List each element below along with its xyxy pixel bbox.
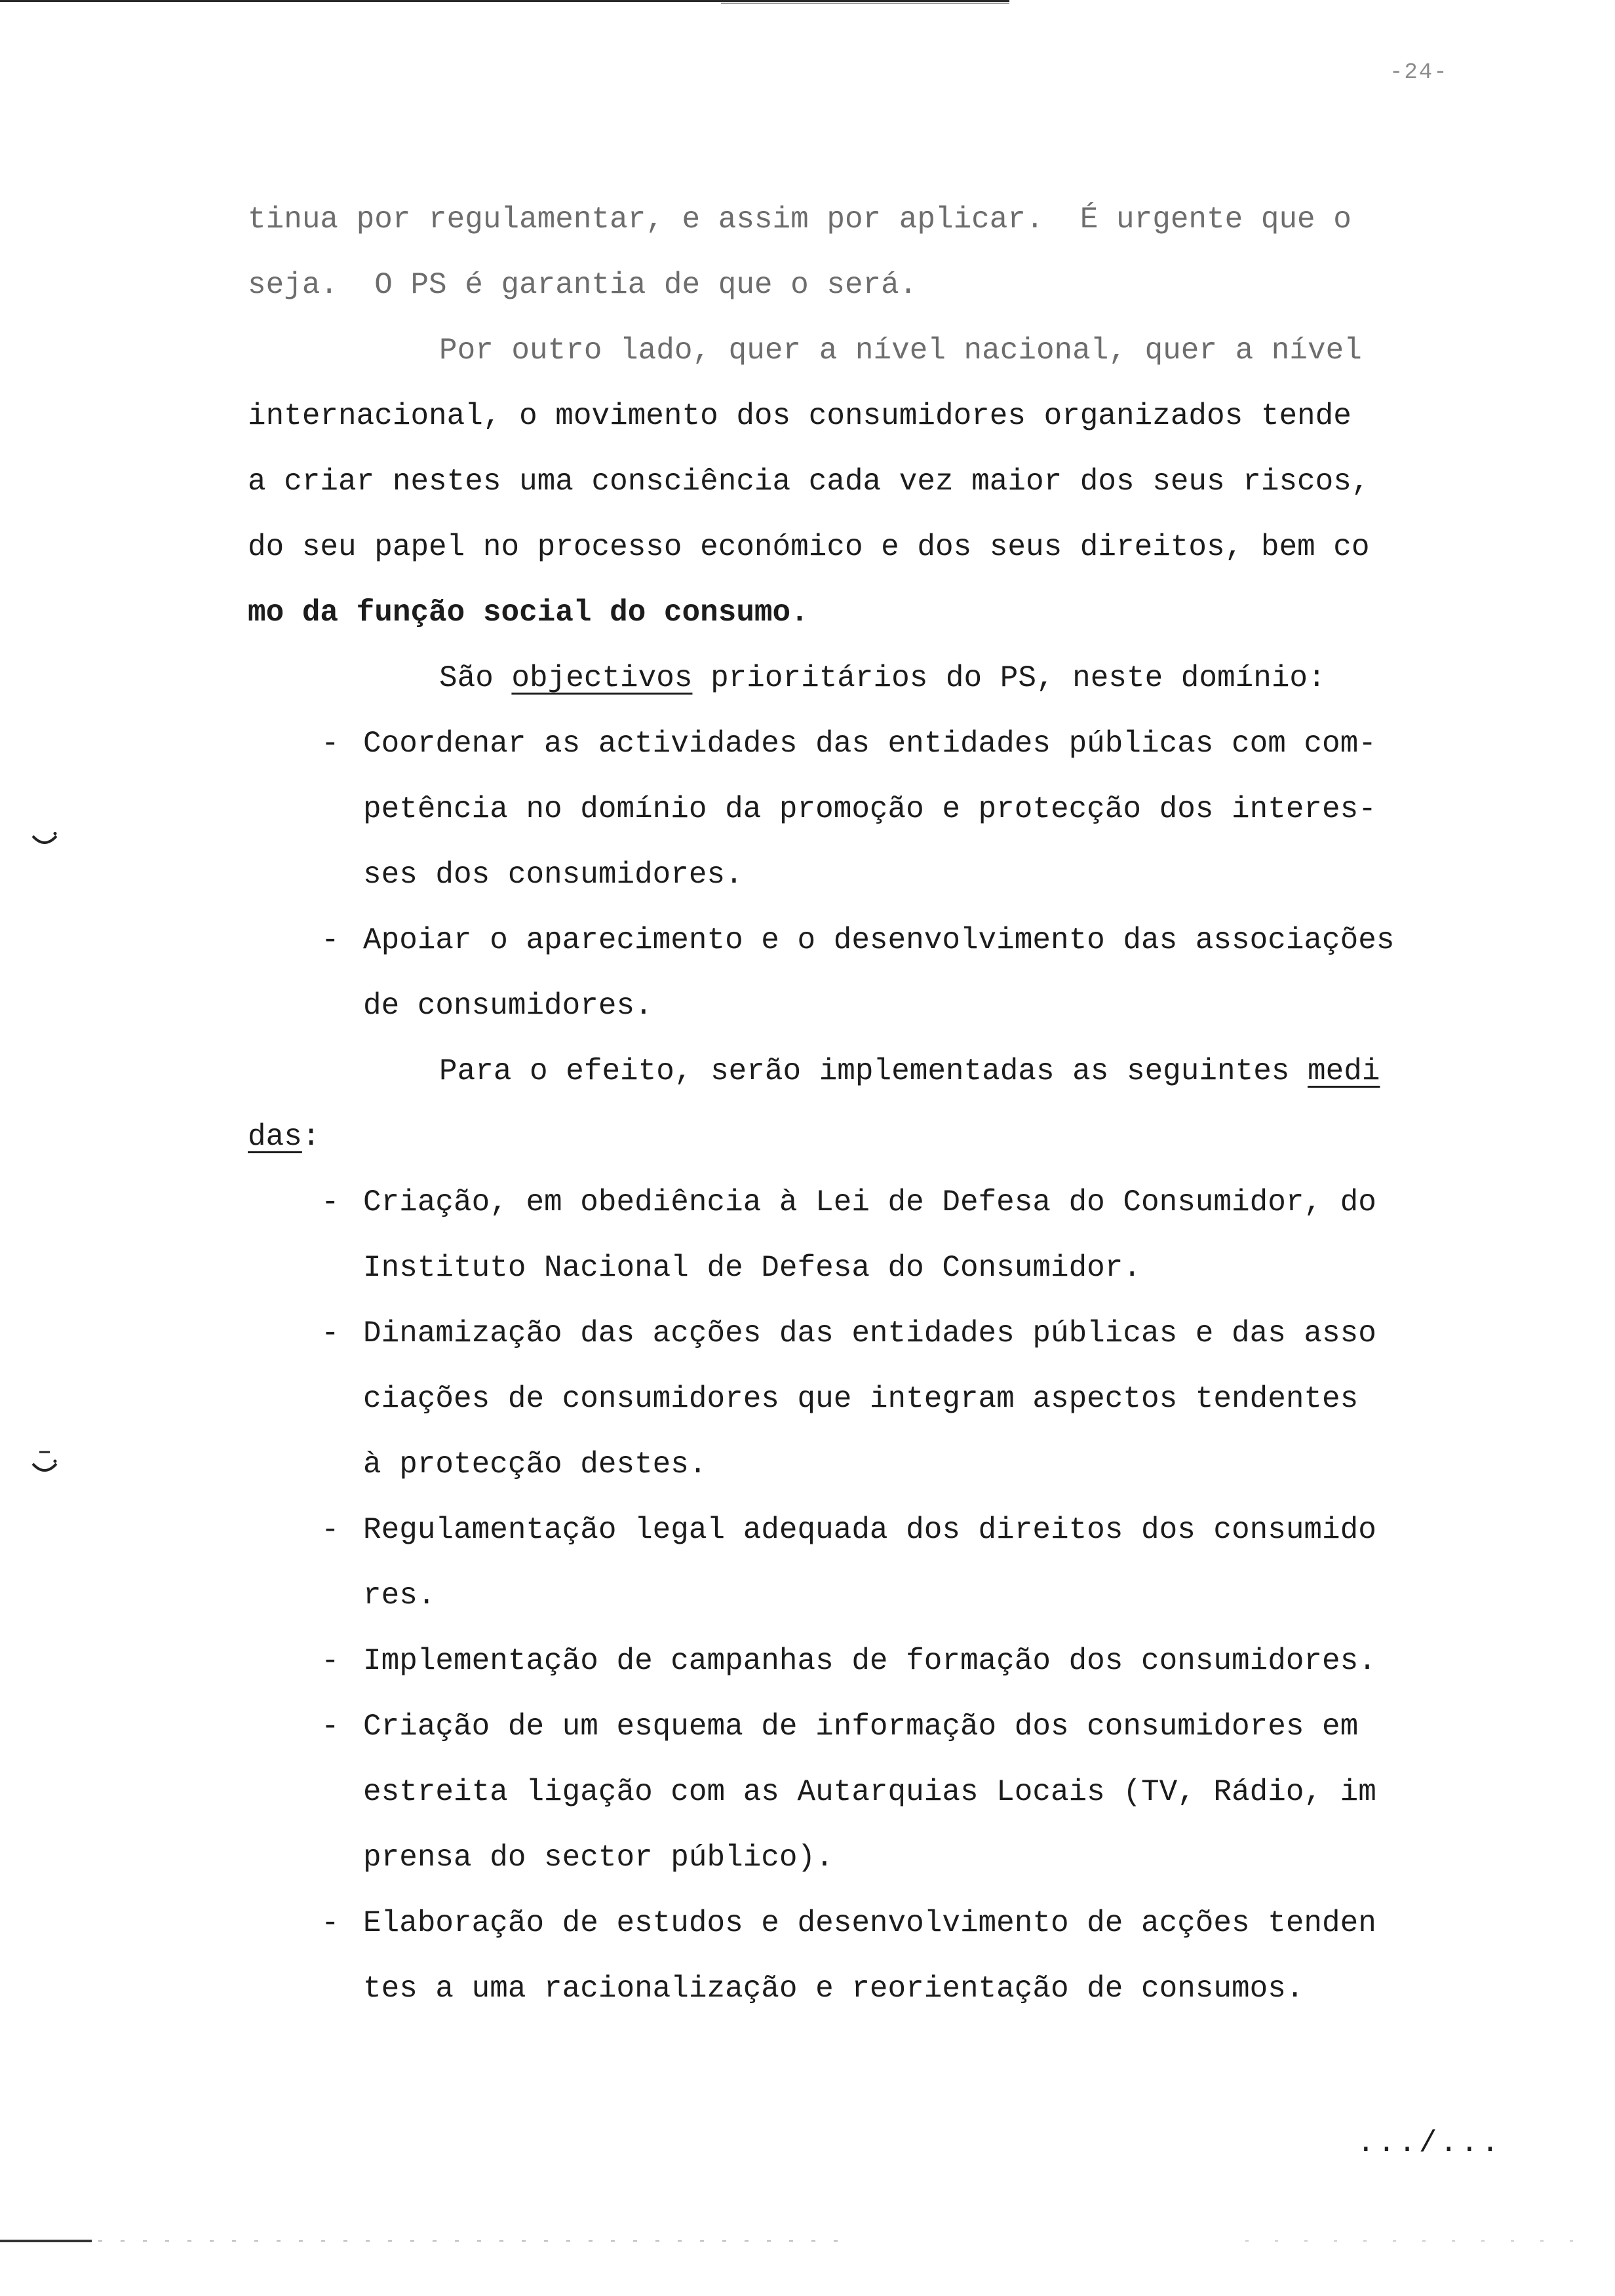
top-border-line: [0, 0, 1009, 2]
measure-2-line-2: ciações de consumidores que integram aspectos tendentes: [363, 1382, 1359, 1416]
objective-2-bullet: -: [321, 923, 340, 957]
measure-4-bullet: -: [321, 1644, 340, 1678]
page-number: -24-: [1390, 60, 1449, 85]
measure-1-line-1: Criação, em obediência à Lei de Defesa do Consumidor, do: [363, 1185, 1376, 1219]
measure-2-line-1: Dinamização das acções das entidades públicas e das asso: [363, 1316, 1376, 1350]
bottom-scan-noise: [0, 2238, 1615, 2244]
continuation-marker: .../...: [1357, 2126, 1502, 2160]
paragraph-1-line-1: tinua por regulamentar, e assim por aplicar. É urgente que o: [248, 202, 1352, 237]
objective-1-bullet: -: [321, 727, 340, 761]
measure-3-bullet: -: [321, 1513, 340, 1547]
measure-5-line-1: Criação de um esquema de informação dos consumidores em: [363, 1710, 1359, 1744]
measure-5-bullet: -: [321, 1710, 340, 1744]
measure-6-line-1: Elaboração de estudos e desenvolvimento de acções tenden: [363, 1906, 1376, 1940]
measure-3-line-1: Regulamentação legal adequada dos direitos dos consumido: [363, 1513, 1376, 1547]
paragraph-1-line-2: seja. O PS é garantia de que o será.: [248, 268, 918, 302]
measures-intro-line-1: Para o efeito, serão implementadas as seguintes medi: [439, 1054, 1380, 1088]
binding-mark-icon: [31, 832, 58, 852]
paragraph-2-line-2: internacional, o movimento dos consumidores organizados tende: [248, 399, 1352, 433]
objective-1-line-3: ses dos consumidores.: [363, 858, 743, 892]
objectives-intro: São objectivos prioritários do PS, neste domínio:: [439, 661, 1326, 695]
paragraph-2-line-3: a criar nestes uma consciência cada vez maior dos seus riscos,: [248, 465, 1370, 499]
measure-3-line-2: res.: [363, 1578, 436, 1613]
measure-6-bullet: -: [321, 1906, 340, 1940]
binding-mark-icon: [31, 1448, 58, 1481]
measure-5-line-3: prensa do sector público).: [363, 1841, 834, 1875]
measure-6-line-2: tes a uma racionalização e reorientação de consumos.: [363, 1972, 1304, 2006]
measure-1-line-2: Instituto Nacional de Defesa do Consumidor.: [363, 1251, 1141, 1285]
measure-4-line-1: Implementação de campanhas de formação dos consumidores.: [363, 1644, 1376, 1678]
measures-intro-line-2: das:: [248, 1120, 321, 1154]
measure-1-bullet: -: [321, 1185, 340, 1219]
objective-2-line-1: Apoiar o aparecimento e o desenvolvimento das associações: [363, 923, 1395, 957]
measure-2-line-3: à protecção destes.: [363, 1447, 707, 1482]
top-border-faint-line: [721, 3, 1009, 4]
paragraph-2-line-4: do seu papel no processo económico e dos seus direitos, bem co: [248, 530, 1370, 564]
paragraph-2-line-5: mo da função social do consumo.: [248, 596, 809, 630]
objective-1-line-2: petência no domínio da promoção e protecção dos interes-: [363, 792, 1376, 826]
paragraph-2-line-1: Por outro lado, quer a nível nacional, quer a nível: [439, 334, 1362, 368]
objective-2-line-2: de consumidores.: [363, 989, 653, 1023]
objective-1-line-1: Coordenar as actividades das entidades públicas com com-: [363, 727, 1376, 761]
measure-2-bullet: -: [321, 1316, 340, 1350]
measure-5-line-2: estreita ligação com as Autarquias Locais (TV, Rádio, im: [363, 1775, 1376, 1809]
